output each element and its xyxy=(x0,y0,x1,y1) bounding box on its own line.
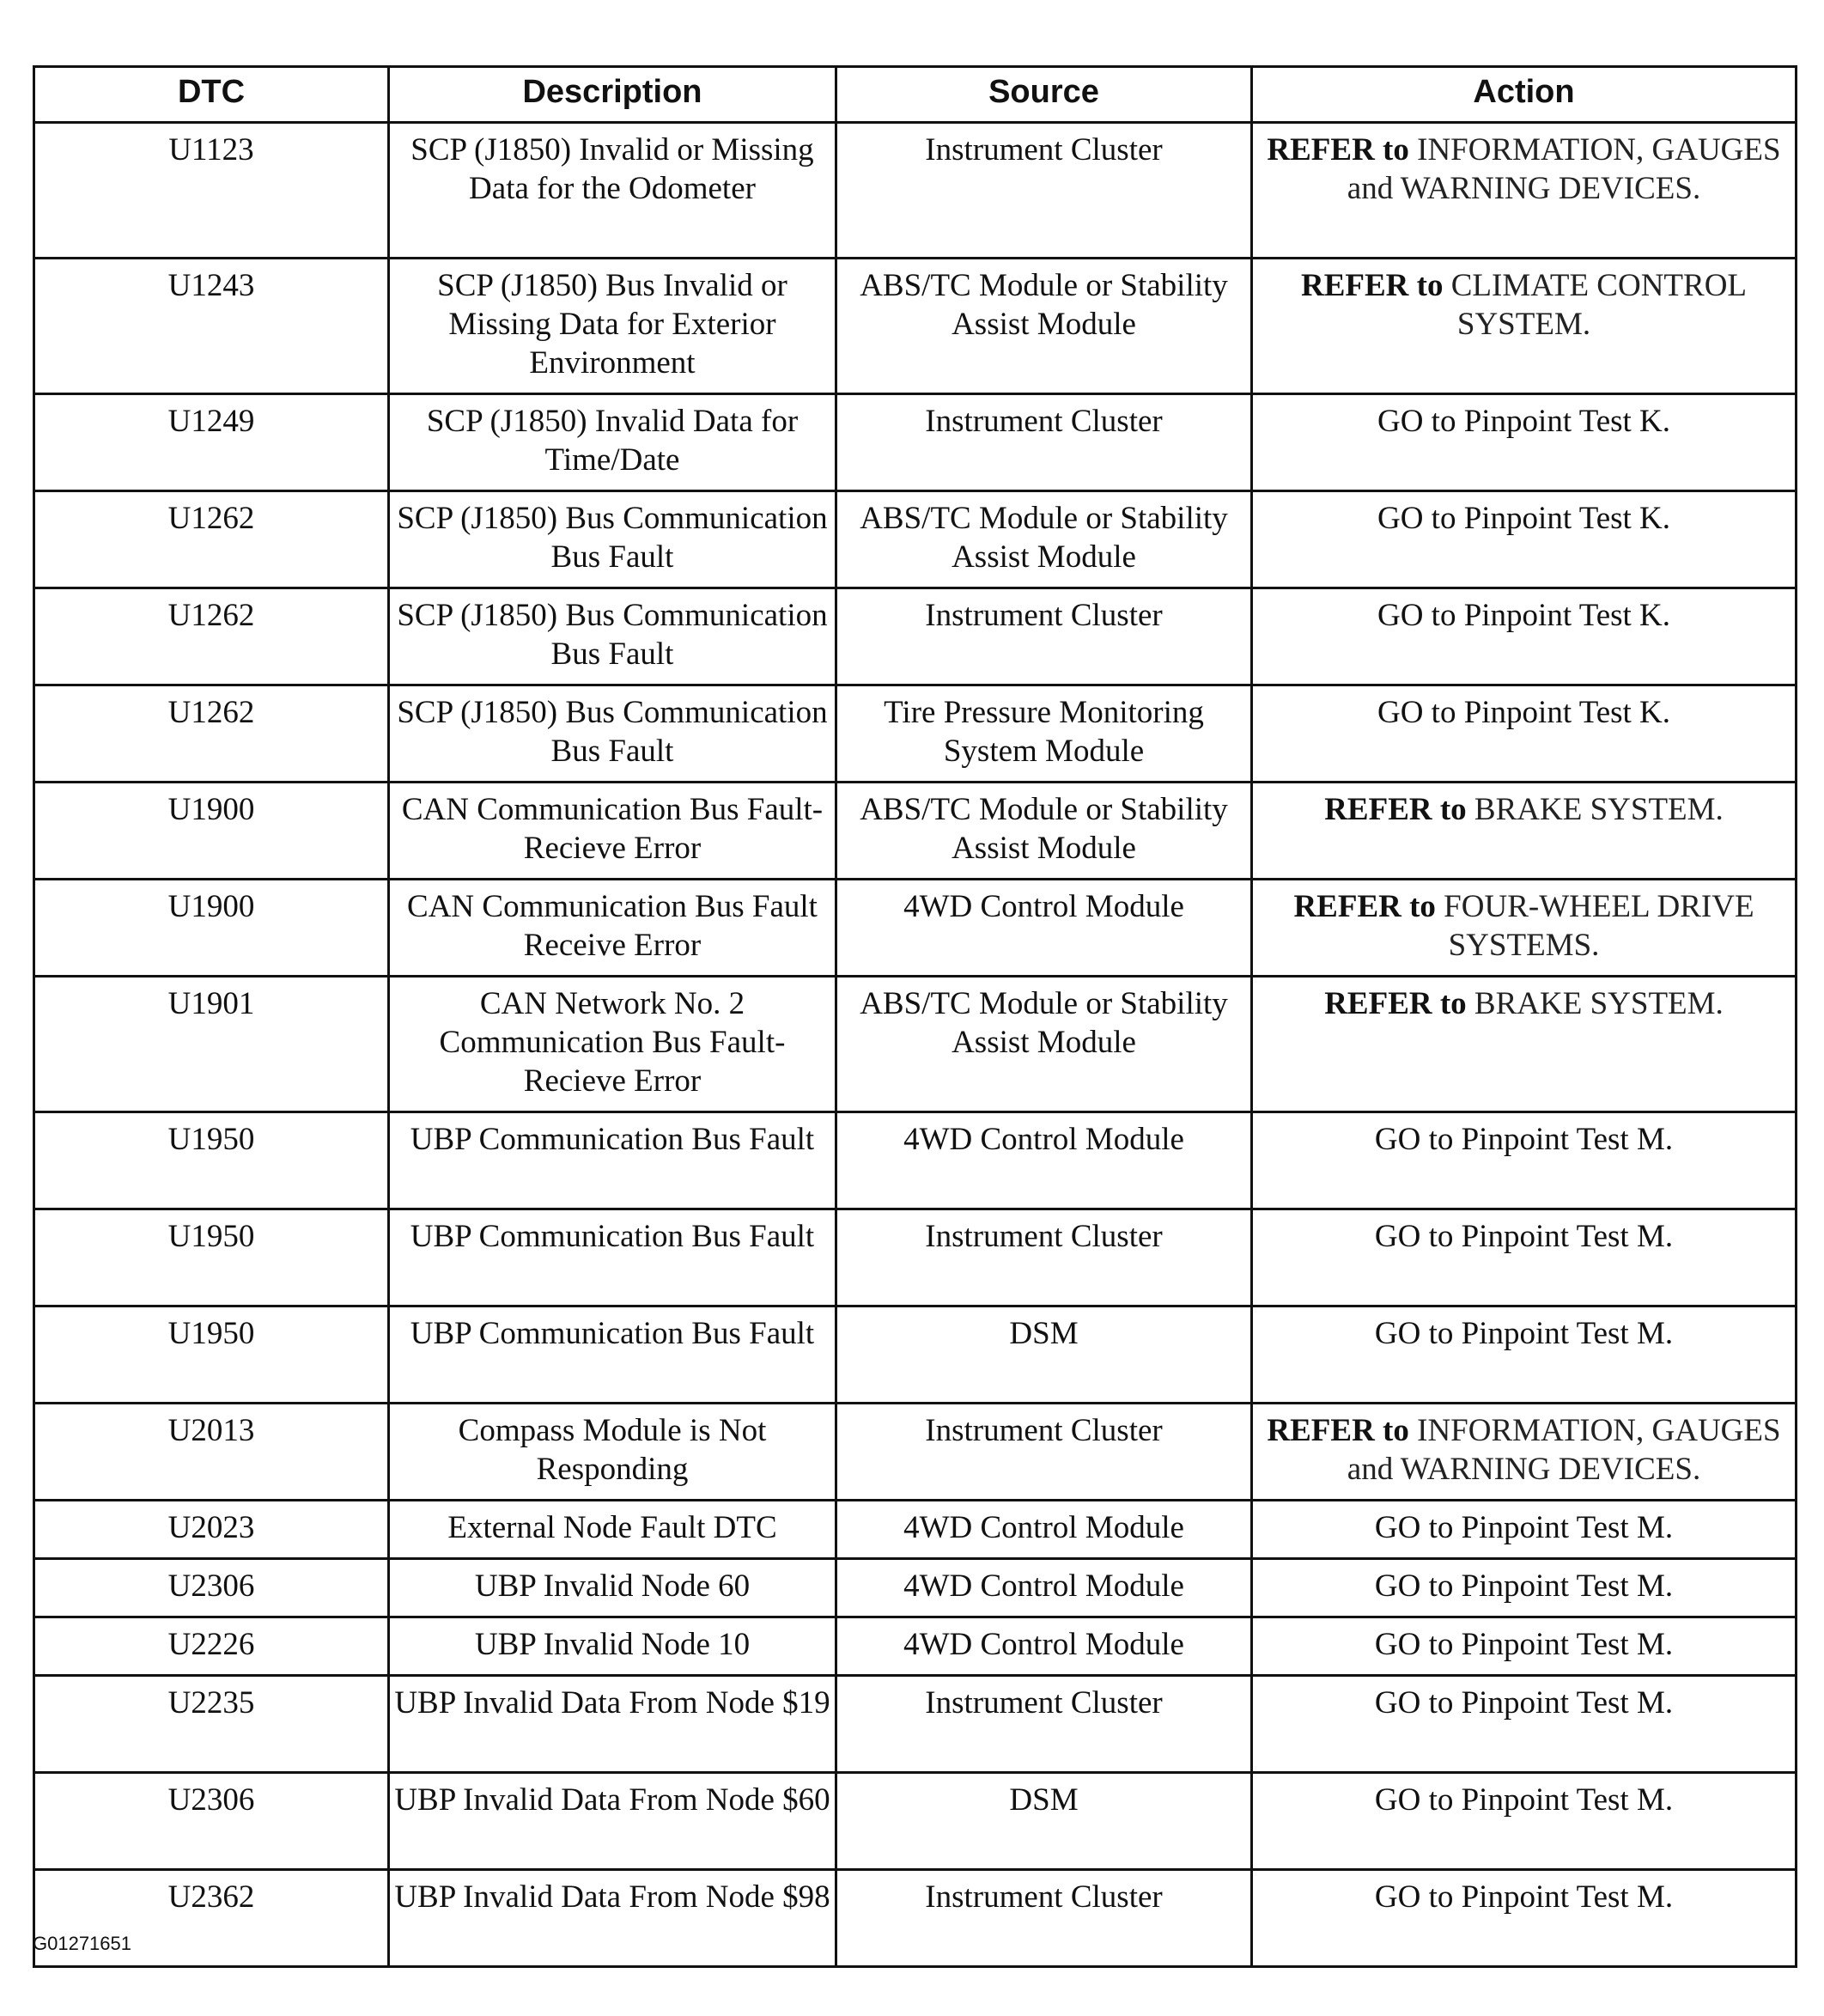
figure-id: G01271651 xyxy=(33,1933,131,1954)
cell-action xyxy=(1252,1501,1797,1559)
table-row xyxy=(34,123,1797,259)
action-reference: BRAKE SYSTEM. xyxy=(1474,986,1724,1021)
action-instruction: REFER to xyxy=(1267,132,1409,167)
cell-dtc: U1900 xyxy=(34,783,389,880)
cell-description: UBP Invalid Data From Node $60 xyxy=(389,1773,836,1870)
cell-description: SCP (J1850) Bus Communication Bus Fault xyxy=(389,685,836,783)
cell-description: External Node Fault DTC xyxy=(389,1501,836,1559)
action-instruction: GO to Pinpoint Test K. xyxy=(1377,695,1671,730)
table-row xyxy=(34,880,1797,977)
cell-action xyxy=(1252,1306,1797,1404)
table-row xyxy=(34,1209,1797,1306)
table-row xyxy=(34,1501,1797,1559)
action-reference: CLIMATE CONTROL SYSTEM. xyxy=(1450,268,1748,342)
cell-description: UBP Communication Bus Fault xyxy=(389,1306,836,1404)
cell-action xyxy=(1252,588,1797,685)
table-header-row xyxy=(34,67,1797,123)
action-instruction: GO to Pinpoint Test K. xyxy=(1377,404,1671,439)
cell-description: SCP (J1850) Bus Communication Bus Fault xyxy=(389,491,836,588)
cell-dtc: U1262 xyxy=(34,588,389,685)
cell-source: Instrument Cluster xyxy=(836,1870,1252,1967)
table-row xyxy=(34,783,1797,880)
cell-description: CAN Network No. 2 Communication Bus Fault-Recieve Error xyxy=(389,977,836,1112)
cell-action xyxy=(1252,1559,1797,1617)
cell-dtc: U1262 xyxy=(34,491,389,588)
action-reference: INFORMATION, GAUGES and WARNING DEVICES. xyxy=(1347,1413,1781,1487)
cell-dtc: U1262 xyxy=(34,685,389,783)
cell-source: Instrument Cluster xyxy=(836,1209,1252,1306)
action-instruction: GO to Pinpoint Test M. xyxy=(1374,1316,1674,1351)
cell-action xyxy=(1252,394,1797,491)
table-row xyxy=(34,1773,1797,1870)
cell-dtc: U2306 xyxy=(34,1773,389,1870)
action-instruction: GO to Pinpoint Test M. xyxy=(1374,1568,1674,1604)
cell-source: Instrument Cluster xyxy=(836,588,1252,685)
table-row xyxy=(34,1404,1797,1501)
header-action: Action xyxy=(1252,67,1797,123)
action-reference: INFORMATION, GAUGES and WARNING DEVICES. xyxy=(1347,132,1781,206)
cell-source: 4WD Control Module xyxy=(836,1559,1252,1617)
cell-source: 4WD Control Module xyxy=(836,1617,1252,1676)
cell-description: CAN Communication Bus Fault-Recieve Error xyxy=(389,783,836,880)
cell-source: DSM xyxy=(836,1306,1252,1404)
cell-description: SCP (J1850) Invalid or Missing Data for the Odometer xyxy=(389,123,836,259)
cell-dtc: U1901 xyxy=(34,977,389,1112)
cell-dtc: U1900 xyxy=(34,880,389,977)
action-instruction: GO to Pinpoint Test K. xyxy=(1377,501,1671,536)
action-reference: FOUR-WHEEL DRIVE SYSTEMS. xyxy=(1444,889,1754,963)
action-instruction: REFER to xyxy=(1324,792,1467,827)
table-row xyxy=(34,588,1797,685)
cell-action xyxy=(1252,977,1797,1112)
cell-source: ABS/TC Module or Stability Assist Module xyxy=(836,491,1252,588)
cell-source: 4WD Control Module xyxy=(836,1501,1252,1559)
table-row xyxy=(34,1112,1797,1209)
cell-dtc: U2013 xyxy=(34,1404,389,1501)
cell-description: CAN Communication Bus Fault Receive Error xyxy=(389,880,836,977)
cell-dtc: U1243 xyxy=(34,259,389,394)
table-row xyxy=(34,1559,1797,1617)
action-reference: BRAKE SYSTEM. xyxy=(1474,792,1724,827)
table-row xyxy=(34,977,1797,1112)
cell-dtc: U1950 xyxy=(34,1112,389,1209)
cell-description: UBP Communication Bus Fault xyxy=(389,1112,836,1209)
cell-action xyxy=(1252,1209,1797,1306)
cell-source: DSM xyxy=(836,1773,1252,1870)
cell-dtc: U1950 xyxy=(34,1306,389,1404)
action-instruction: REFER to xyxy=(1293,889,1436,924)
action-instruction: GO to Pinpoint Test M. xyxy=(1374,1685,1674,1721)
action-instruction: GO to Pinpoint Test M. xyxy=(1374,1122,1674,1157)
header-dtc: DTC xyxy=(34,67,389,123)
action-instruction: GO to Pinpoint Test M. xyxy=(1374,1627,1674,1662)
cell-source: 4WD Control Module xyxy=(836,880,1252,977)
cell-description: UBP Invalid Data From Node $19 xyxy=(389,1676,836,1773)
table-row xyxy=(34,1617,1797,1676)
cell-description: SCP (J1850) Invalid Data for Time/Date xyxy=(389,394,836,491)
cell-dtc: U2023 xyxy=(34,1501,389,1559)
cell-action xyxy=(1252,1870,1797,1967)
cell-action xyxy=(1252,123,1797,259)
cell-description: UBP Invalid Data From Node $98 xyxy=(389,1870,836,1967)
cell-action xyxy=(1252,491,1797,588)
cell-dtc: U2306 xyxy=(34,1559,389,1617)
dtc-table-container xyxy=(33,65,1795,1968)
action-instruction: REFER to xyxy=(1267,1413,1409,1448)
cell-action xyxy=(1252,1112,1797,1209)
cell-action xyxy=(1252,1773,1797,1870)
table-row xyxy=(34,1676,1797,1773)
cell-dtc: U1249 xyxy=(34,394,389,491)
cell-action xyxy=(1252,685,1797,783)
table-row xyxy=(34,394,1797,491)
cell-description: UBP Invalid Node 60 xyxy=(389,1559,836,1617)
cell-source: ABS/TC Module or Stability Assist Module xyxy=(836,259,1252,394)
header-description: Description xyxy=(389,67,836,123)
action-instruction: GO to Pinpoint Test M. xyxy=(1374,1782,1674,1818)
cell-action xyxy=(1252,1676,1797,1773)
cell-action xyxy=(1252,1404,1797,1501)
action-instruction: GO to Pinpoint Test K. xyxy=(1377,598,1671,633)
dtc-table xyxy=(33,65,1797,1968)
cell-dtc: U1950 xyxy=(34,1209,389,1306)
table-row xyxy=(34,259,1797,394)
action-instruction: REFER to xyxy=(1324,986,1467,1021)
table-body xyxy=(34,123,1797,1967)
cell-source: ABS/TC Module or Stability Assist Module xyxy=(836,977,1252,1112)
cell-dtc: U1123 xyxy=(34,123,389,259)
cell-description: UBP Invalid Node 10 xyxy=(389,1617,836,1676)
cell-source: Instrument Cluster xyxy=(836,1404,1252,1501)
table-row xyxy=(34,1870,1797,1967)
cell-action xyxy=(1252,259,1797,394)
table-row xyxy=(34,685,1797,783)
cell-source: ABS/TC Module or Stability Assist Module xyxy=(836,783,1252,880)
cell-description: UBP Communication Bus Fault xyxy=(389,1209,836,1306)
cell-description: SCP (J1850) Bus Communication Bus Fault xyxy=(389,588,836,685)
cell-source: 4WD Control Module xyxy=(836,1112,1252,1209)
action-instruction: GO to Pinpoint Test M. xyxy=(1374,1219,1674,1254)
cell-dtc: U2226 xyxy=(34,1617,389,1676)
action-instruction: REFER to xyxy=(1300,268,1444,303)
cell-description: SCP (J1850) Bus Invalid or Missing Data for Exterior Environment xyxy=(389,259,836,394)
cell-source: Instrument Cluster xyxy=(836,1676,1252,1773)
cell-action xyxy=(1252,880,1797,977)
cell-dtc: U2235 xyxy=(34,1676,389,1773)
cell-action xyxy=(1252,783,1797,880)
cell-dtc: U2362 xyxy=(34,1870,389,1967)
cell-action xyxy=(1252,1617,1797,1676)
cell-source: Instrument Cluster xyxy=(836,123,1252,259)
header-source: Source xyxy=(836,67,1252,123)
table-row xyxy=(34,491,1797,588)
action-instruction: GO to Pinpoint Test M. xyxy=(1374,1510,1674,1545)
cell-source: Tire Pressure Monitoring System Module xyxy=(836,685,1252,783)
cell-description: Compass Module is Not Responding xyxy=(389,1404,836,1501)
table-row xyxy=(34,1306,1797,1404)
cell-source: Instrument Cluster xyxy=(836,394,1252,491)
action-instruction: GO to Pinpoint Test M. xyxy=(1374,1879,1674,1915)
